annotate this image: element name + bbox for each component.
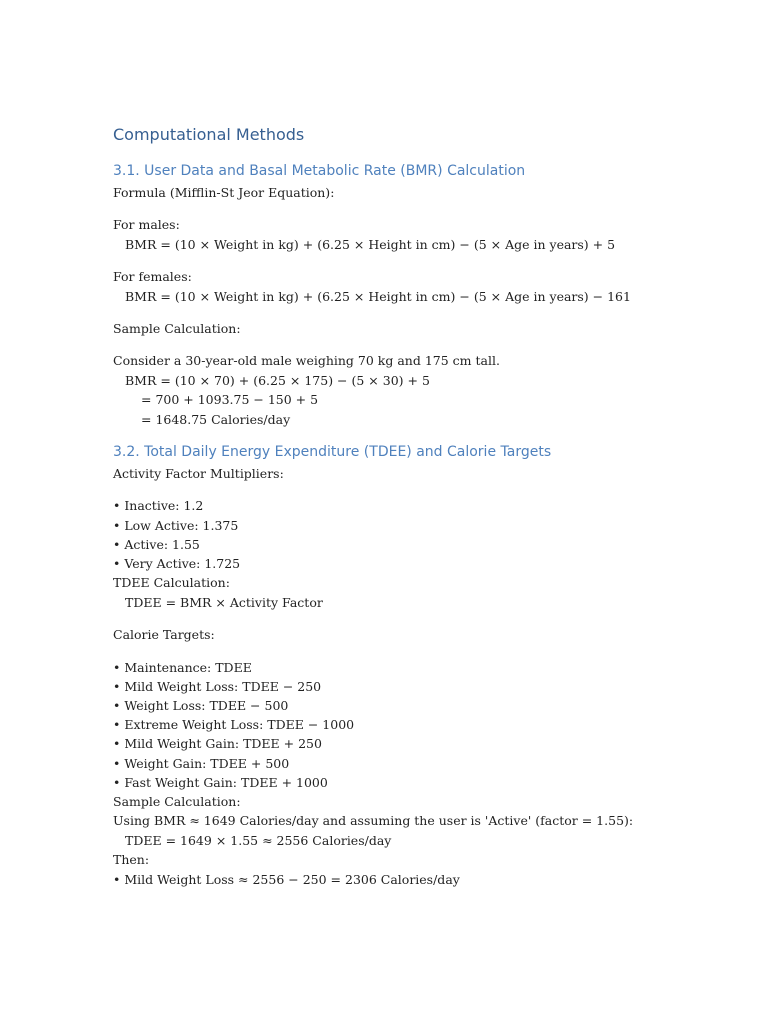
- targets-label: Calorie Targets:: [113, 627, 215, 643]
- males-formula-block: [113, 215, 733, 254]
- list-item: • Extreme Weight Loss: TDEE − 1000: [113, 715, 733, 734]
- tdee-sample-block: [113, 792, 733, 889]
- sample-line: = 700 + 1093.75 − 150 + 5: [141, 392, 319, 408]
- list-item: • Active: 1.55: [113, 535, 733, 554]
- females-formula: BMR = (10 × Weight in kg) + (6.25 × Height in cm) − (5 × Age in years) − 161: [125, 288, 631, 304]
- sample-line: BMR = (10 × 70) + (6.25 × 175) − (5 × 30) + 5: [125, 372, 430, 388]
- activity-factor-list: [113, 496, 733, 573]
- list-item: • Mild Weight Loss ≈ 2556 − 250 = 2306 Calories/day: [113, 870, 733, 889]
- tdee-formula: TDEE = BMR × Activity Factor: [125, 594, 323, 610]
- calorie-targets-list: [113, 658, 733, 716]
- sample-intro: Using BMR ≈ 1649 Calories/day and assuming the user is 'Active' (factor = 1.55):: [113, 813, 634, 829]
- list-item: • Maintenance: TDEE: [113, 658, 733, 677]
- section-heading-tdee: 3.2. Total Daily Energy Expenditure (TDEE) and Calorie Targets: [113, 444, 552, 461]
- calorie-targets-list: [113, 715, 733, 792]
- then-list: [113, 870, 733, 889]
- sample-label: Sample Calculation:: [113, 793, 241, 809]
- list-item: • Low Active: 1.375: [113, 516, 733, 535]
- section-bmr: [113, 160, 733, 429]
- tdee-label: TDEE Calculation:: [113, 575, 230, 591]
- sample-tdee: TDEE = 1649 × 1.55 ≈ 2556 Calories/day: [125, 832, 392, 848]
- activity-label: Activity Factor Multipliers:: [113, 466, 284, 482]
- list-item: • Very Active: 1.725: [113, 554, 733, 573]
- document-content: [113, 124, 733, 889]
- females-formula-block: [113, 267, 733, 306]
- document-title: Computational Methods: [113, 125, 305, 144]
- females-label: For females:: [113, 269, 192, 285]
- list-item: • Fast Weight Gain: TDEE + 1000: [113, 773, 733, 792]
- sample-label: Sample Calculation:: [113, 321, 241, 337]
- sample-line: = 1648.75 Calories/day: [141, 411, 291, 427]
- sample-calculation-block: [113, 351, 733, 429]
- males-label: For males:: [113, 217, 180, 233]
- section-heading-bmr: 3.1. User Data and Basal Metabolic Rate (BMR) Calculation: [113, 163, 526, 179]
- list-item: • Inactive: 1.2: [113, 496, 733, 515]
- list-item: • Mild Weight Gain: TDEE + 250: [113, 734, 733, 753]
- then-label: Then:: [113, 852, 150, 868]
- list-item: • Weight Loss: TDEE − 500: [113, 696, 733, 715]
- tdee-calculation-block: [113, 573, 733, 612]
- sample-intro: Consider a 30-year-old male weighing 70 kg and 175 cm tall.: [113, 353, 500, 369]
- list-item: • Mild Weight Loss: TDEE − 250: [113, 677, 733, 696]
- males-formula: BMR = (10 × Weight in kg) + (6.25 × Height in cm) − (5 × Age in years) + 5: [125, 236, 616, 252]
- section-tdee: [113, 441, 733, 889]
- list-item: • Weight Gain: TDEE + 500: [113, 754, 733, 773]
- formula-intro: Formula (Mifflin-St Jeor Equation):: [113, 185, 335, 200]
